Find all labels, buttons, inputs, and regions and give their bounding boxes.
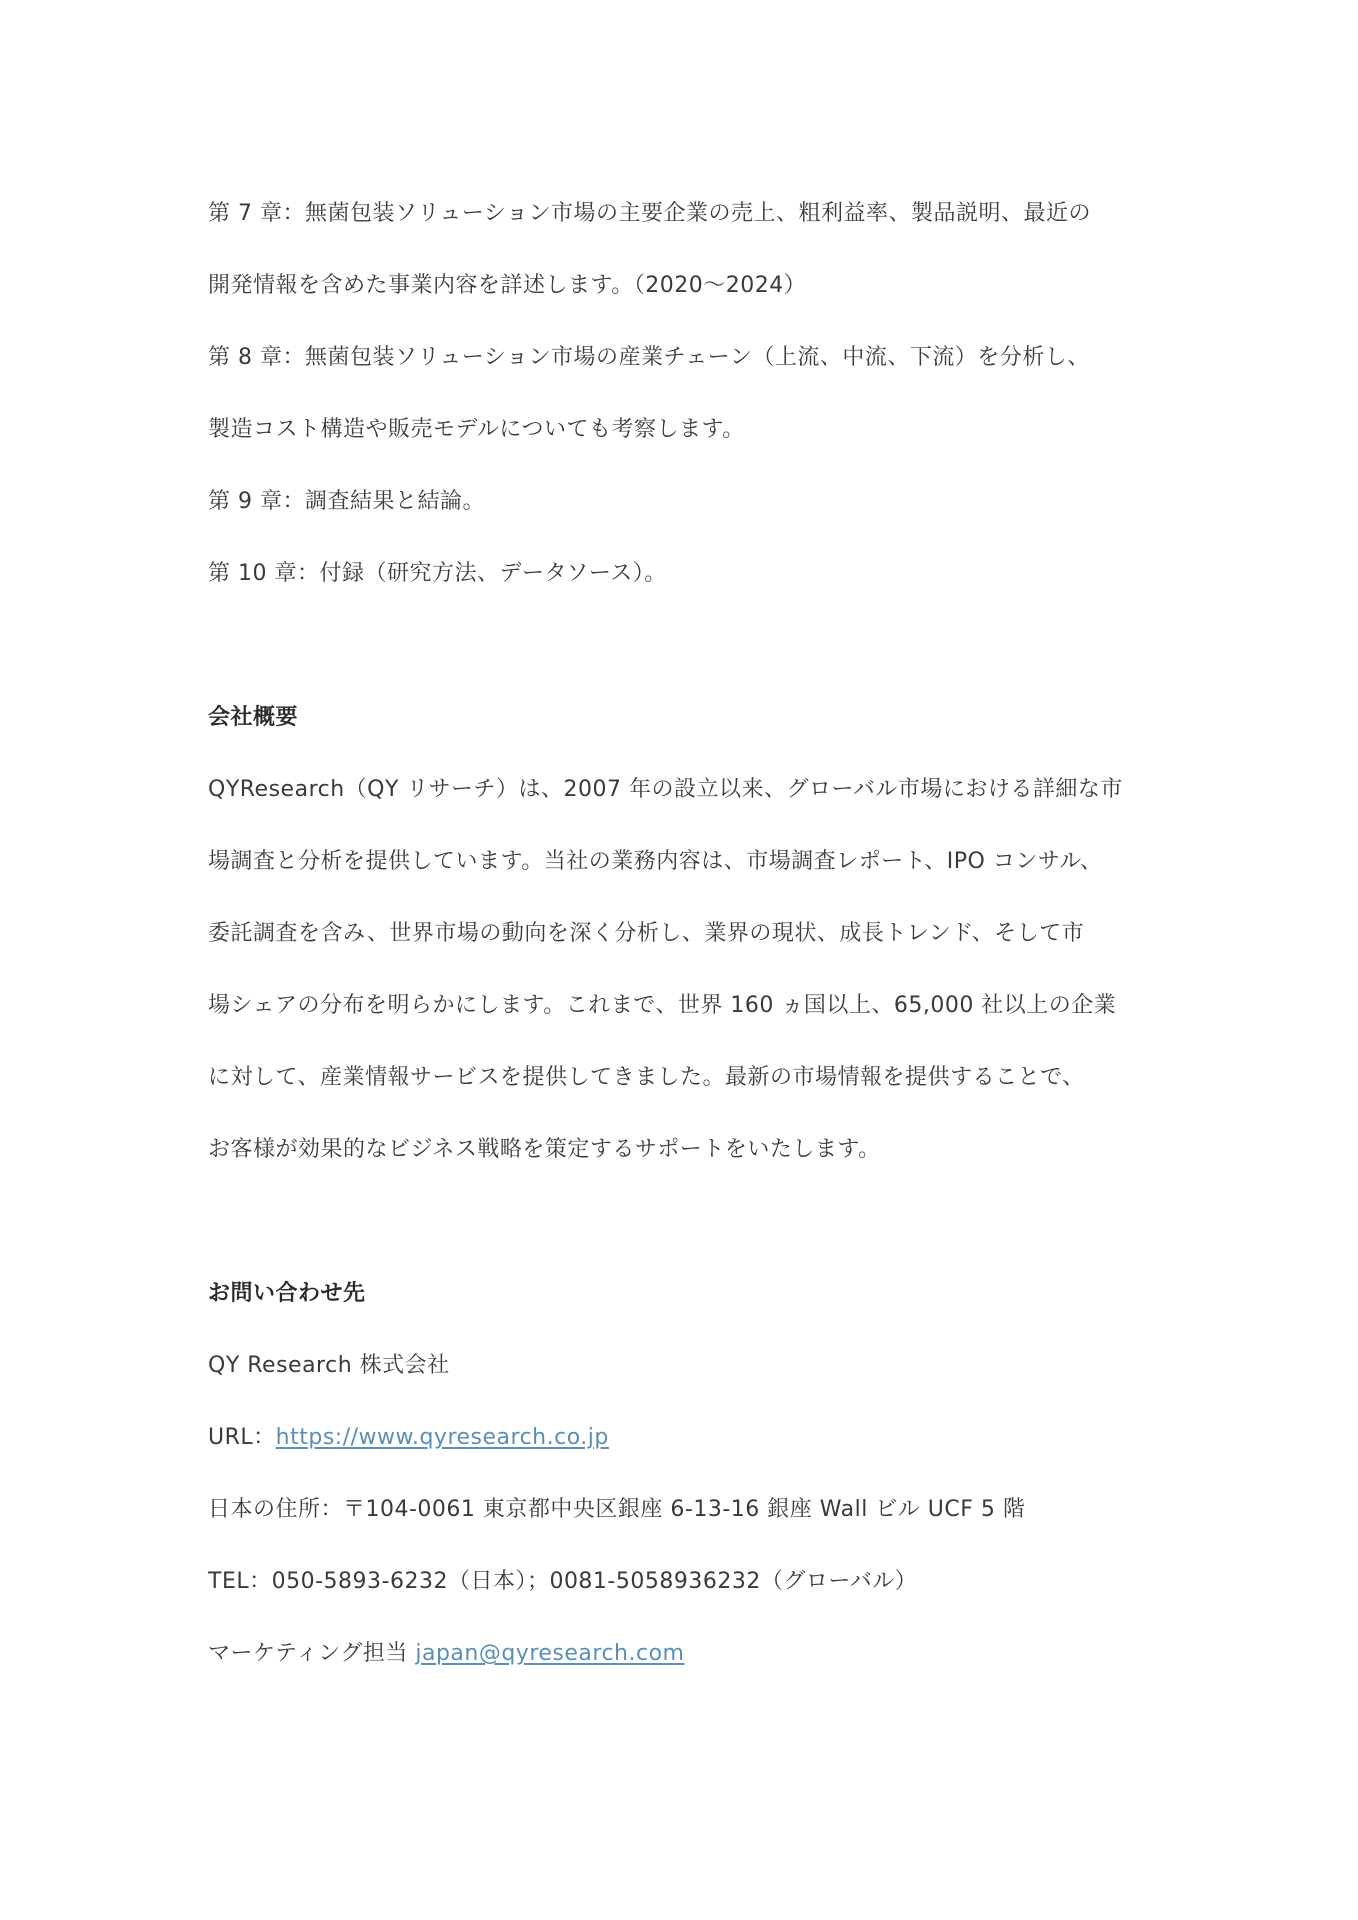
company-overview-line-5: に対して、産業情報サービスを提供してきました。最新の市場情報を提供することで、 (208, 1065, 1085, 1090)
company-overview-line-3: 委託調査を含み、世界市場の動向を深く分析し、業界の現状、成長トレンド、そして市 (208, 921, 1085, 946)
company-overview-line-2: 場調査と分析を提供しています。当社の業務内容は、市場調査レポート、IPO コンサル、 (208, 849, 1103, 874)
chapter-7-line-2: 開発情報を含めた事業内容を詳述します。（2020～2024） (208, 273, 807, 298)
website-link[interactable]: https://www.qyresearch.co.jp (275, 1425, 609, 1450)
contact-heading: お問い合わせ先 (208, 1281, 366, 1306)
chapter-8-line-1: 第 8 章：無菌包装ソリューション市場の産業チェーン（上流、中流、下流）を分析し、 (208, 345, 1090, 370)
contact-marketing-line (208, 1618, 1168, 1690)
chapter-9: 第 9 章：調査結果と結論。 (208, 489, 485, 514)
company-overview-line-1: QYResearch（QY リサーチ）は、2007 年の設立以来、グローバル市場における詳細な市 (208, 777, 1123, 802)
section-spacer (208, 1186, 1168, 1258)
document-content (208, 178, 1168, 1690)
contact-address: 日本の住所：〒104-0061 東京都中央区銀座 6-13-16 銀座 Wall ビル UCF 5 階 (208, 1497, 1026, 1522)
email-link[interactable]: japan@qyresearch.com (415, 1641, 685, 1666)
contact-url-line (208, 1402, 1168, 1474)
chapter-8-line-2: 製造コスト構造や販売モデルについても考察します。 (208, 417, 745, 442)
section-spacer (208, 610, 1168, 682)
contact-tel: TEL：050-5893-6232（日本）；0081-5058936232（グローバル） (208, 1569, 918, 1594)
company-overview-line-4: 場シェアの分布を明らかにします。これまで、世界 160 ヵ国以上、65,000 社以上の企業 (208, 993, 1117, 1018)
chapter-10: 第 10 章：付録（研究方法、データソース）。 (208, 561, 667, 586)
chapter-7-line-1: 第 7 章：無菌包装ソリューション市場の主要企業の売上、粗利益率、製品説明、最近の (208, 201, 1091, 226)
marketing-label: マーケティング担当 (208, 1641, 416, 1666)
contact-company-name: QY Research 株式会社 (208, 1353, 450, 1378)
url-label: URL： (208, 1425, 276, 1450)
company-overview-heading: 会社概要 (208, 705, 299, 730)
company-overview-line-6: お客様が効果的なビジネス戦略を策定するサポートをいたします。 (208, 1137, 881, 1162)
